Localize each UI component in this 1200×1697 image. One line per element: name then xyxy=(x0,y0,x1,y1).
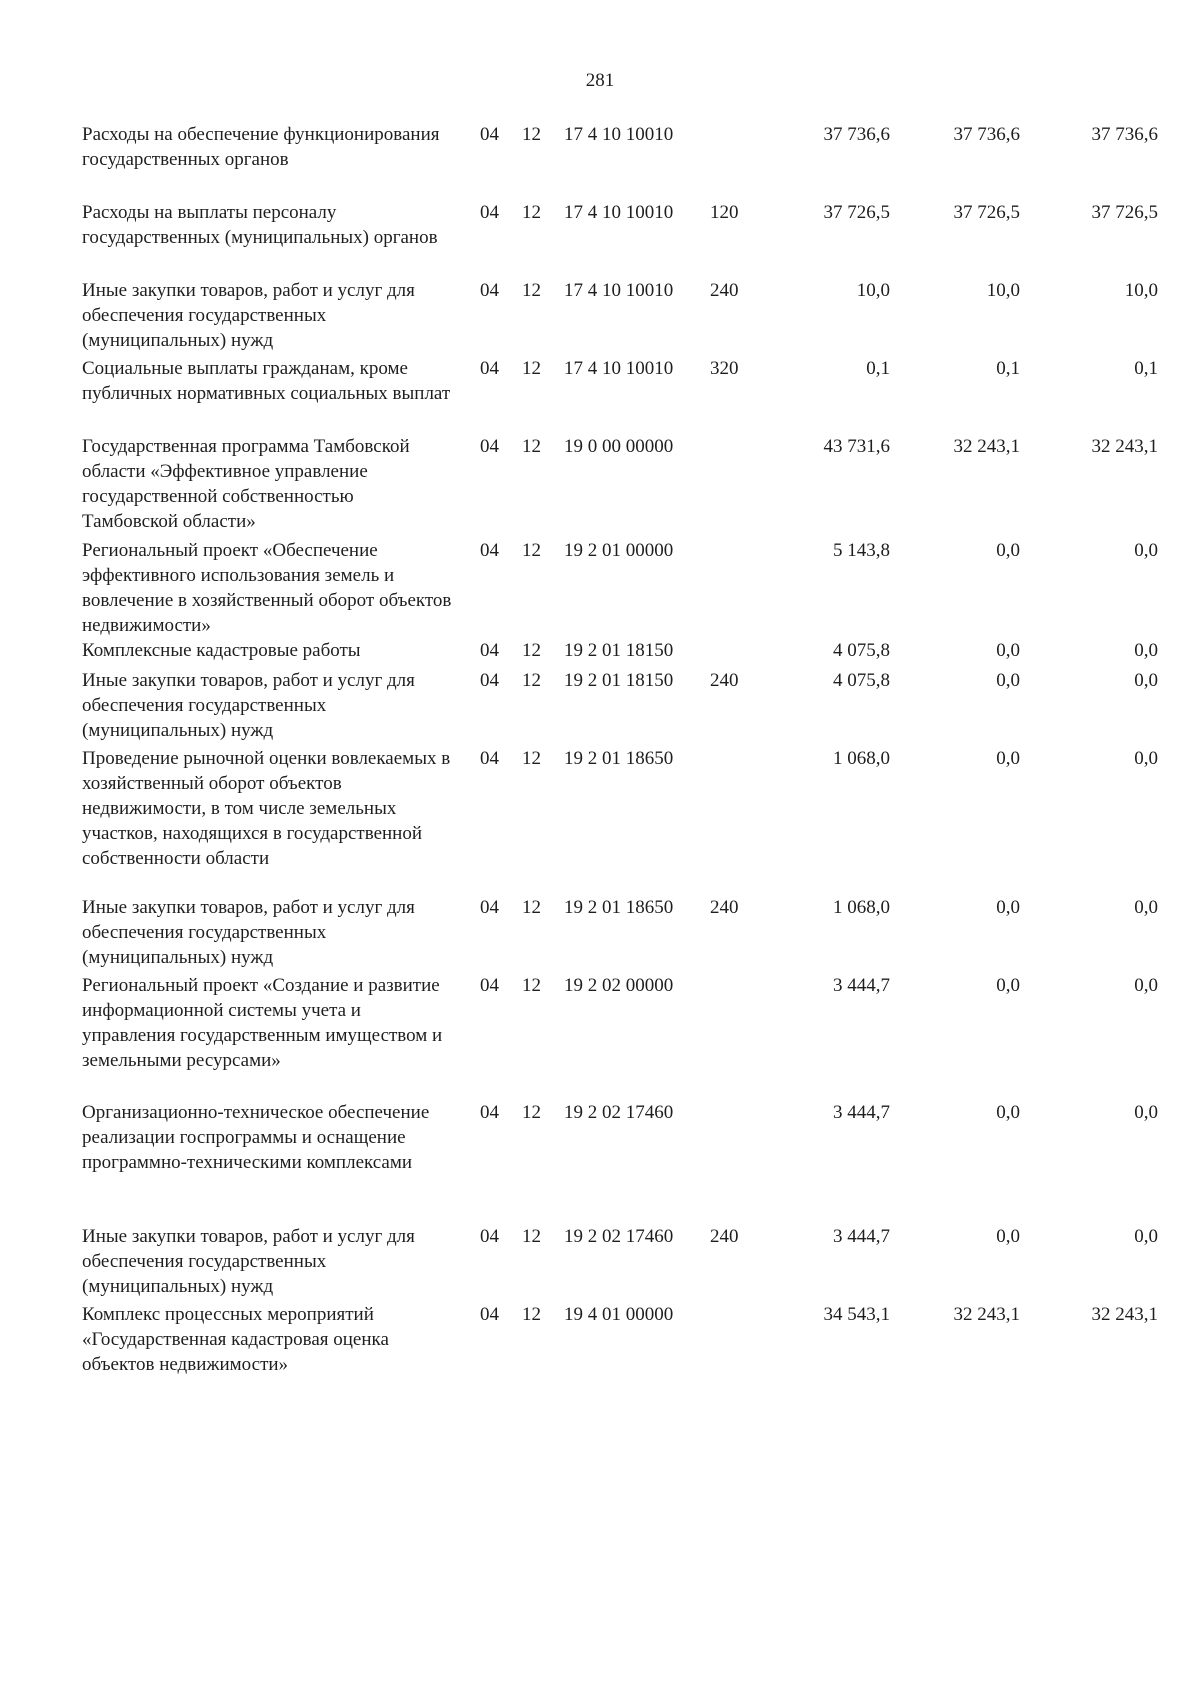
section-code: 04 xyxy=(480,975,499,996)
subsection-code: 12 xyxy=(522,358,541,379)
amount-year-3: 0,0 xyxy=(1134,1226,1158,1247)
amount-year-1: 37 736,6 xyxy=(823,124,890,145)
row-description: Иные закупки товаров, работ и услуг для обеспечения государственных (муниципальных) нужд xyxy=(82,897,415,968)
amount-year-2: 37 726,5 xyxy=(953,202,1020,223)
amount-year-1: 1 068,0 xyxy=(833,748,890,769)
row-description: Иные закупки товаров, работ и услуг для обеспечения государственных (муниципальных) нужд xyxy=(82,670,415,741)
subsection-code: 12 xyxy=(522,975,541,996)
target-article-code: 17 4 10 10010 xyxy=(564,202,674,223)
amount-year-1: 37 726,5 xyxy=(823,202,890,223)
subsection-code: 12 xyxy=(522,1304,541,1325)
page-number: 281 xyxy=(585,70,615,91)
section-code: 04 xyxy=(480,358,499,379)
section-code: 04 xyxy=(480,202,499,223)
target-article-code: 19 2 01 00000 xyxy=(564,540,674,561)
amount-year-2: 0,1 xyxy=(996,358,1020,379)
amount-year-1: 4 075,8 xyxy=(833,640,890,661)
section-code: 04 xyxy=(480,748,499,769)
amount-year-2: 0,0 xyxy=(996,670,1020,691)
section-code: 04 xyxy=(480,897,499,918)
row-description: Организационно-техническое обеспечение реализации госпрограммы и оснащение программно-техническими комплексами xyxy=(82,1102,430,1173)
subsection-code: 12 xyxy=(522,124,541,145)
amount-year-2: 32 243,1 xyxy=(953,1304,1020,1325)
expense-type-code: 240 xyxy=(710,1226,739,1247)
amount-year-1: 43 731,6 xyxy=(823,436,890,457)
target-article-code: 19 2 01 18150 xyxy=(564,670,674,691)
amount-year-1: 3 444,7 xyxy=(833,975,890,996)
amount-year-1: 5 143,8 xyxy=(833,540,890,561)
section-code: 04 xyxy=(480,1102,499,1123)
target-article-code: 19 2 01 18150 xyxy=(564,640,674,661)
subsection-code: 12 xyxy=(522,202,541,223)
subsection-code: 12 xyxy=(522,897,541,918)
row-description: Региональный проект «Создание и развитие информационной системы учета и управления государственным имуществом и земельными ресурсами» xyxy=(82,975,443,1071)
amount-year-2: 0,0 xyxy=(996,748,1020,769)
row-description: Иные закупки товаров, работ и услуг для обеспечения государственных (муниципальных) нужд xyxy=(82,1226,415,1297)
row-description: Расходы на выплаты персоналу государственных (муниципальных) органов xyxy=(82,202,438,248)
amount-year-3: 0,0 xyxy=(1134,640,1158,661)
section-code: 04 xyxy=(480,670,499,691)
expense-type-code: 240 xyxy=(710,670,739,691)
amount-year-1: 10,0 xyxy=(856,280,890,301)
subsection-code: 12 xyxy=(522,640,541,661)
target-article-code: 19 2 02 00000 xyxy=(564,975,674,996)
amount-year-2: 32 243,1 xyxy=(953,436,1020,457)
row-description: Комплексные кадастровые работы xyxy=(82,640,361,661)
subsection-code: 12 xyxy=(522,1226,541,1247)
subsection-code: 12 xyxy=(522,436,541,457)
amount-year-3: 32 243,1 xyxy=(1091,1304,1158,1325)
amount-year-3: 37 736,6 xyxy=(1091,124,1158,145)
target-article-code: 19 2 01 18650 xyxy=(564,897,674,918)
subsection-code: 12 xyxy=(522,540,541,561)
amount-year-3: 37 726,5 xyxy=(1091,202,1158,223)
row-description: Государственная программа Тамбовской области «Эффективное управление государственной собственностью Тамбовской области» xyxy=(82,436,410,532)
row-description: Социальные выплаты гражданам, кроме публичных нормативных социальных выплат xyxy=(82,358,451,404)
row-description: Комплекс процессных мероприятий «Государственная кадастровая оценка объектов недвижимости» xyxy=(82,1304,389,1375)
amount-year-3: 32 243,1 xyxy=(1091,436,1158,457)
amount-year-1: 1 068,0 xyxy=(833,897,890,918)
target-article-code: 17 4 10 10010 xyxy=(564,280,674,301)
amount-year-3: 0,0 xyxy=(1134,1102,1158,1123)
target-article-code: 19 2 02 17460 xyxy=(564,1102,674,1123)
target-article-code: 19 4 01 00000 xyxy=(564,1304,674,1325)
row-description: Расходы на обеспечение функционирования государственных органов xyxy=(82,124,440,170)
amount-year-1: 0,1 xyxy=(866,358,890,379)
amount-year-3: 0,0 xyxy=(1134,975,1158,996)
amount-year-1: 3 444,7 xyxy=(833,1226,890,1247)
section-code: 04 xyxy=(480,124,499,145)
section-code: 04 xyxy=(480,540,499,561)
target-article-code: 19 2 02 17460 xyxy=(564,1226,674,1247)
target-article-code: 19 2 01 18650 xyxy=(564,748,674,769)
subsection-code: 12 xyxy=(522,280,541,301)
amount-year-3: 0,0 xyxy=(1134,748,1158,769)
section-code: 04 xyxy=(480,1226,499,1247)
section-code: 04 xyxy=(480,640,499,661)
amount-year-3: 0,0 xyxy=(1134,897,1158,918)
target-article-code: 17 4 10 10010 xyxy=(564,358,674,379)
amount-year-2: 0,0 xyxy=(996,897,1020,918)
amount-year-3: 10,0 xyxy=(1124,280,1158,301)
amount-year-1: 3 444,7 xyxy=(833,1102,890,1123)
subsection-code: 12 xyxy=(522,670,541,691)
target-article-code: 17 4 10 10010 xyxy=(564,124,674,145)
amount-year-2: 37 736,6 xyxy=(953,124,1020,145)
expense-type-code: 240 xyxy=(710,897,739,918)
row-description: Иные закупки товаров, работ и услуг для обеспечения государственных (муниципальных) нужд xyxy=(82,280,415,351)
amount-year-2: 0,0 xyxy=(996,1102,1020,1123)
amount-year-2: 0,0 xyxy=(996,540,1020,561)
amount-year-1: 4 075,8 xyxy=(833,670,890,691)
row-description: Проведение рыночной оценки вовлекаемых в хозяйственный оборот объектов недвижимости, в том числе земельных участков, находящихся в государственной собственности области xyxy=(82,748,451,869)
subsection-code: 12 xyxy=(522,748,541,769)
section-code: 04 xyxy=(480,1304,499,1325)
amount-year-2: 10,0 xyxy=(986,280,1020,301)
expense-type-code: 120 xyxy=(710,202,739,223)
amount-year-3: 0,1 xyxy=(1134,358,1158,379)
amount-year-2: 0,0 xyxy=(996,1226,1020,1247)
section-code: 04 xyxy=(480,436,499,457)
amount-year-1: 34 543,1 xyxy=(823,1304,890,1325)
amount-year-2: 0,0 xyxy=(996,975,1020,996)
expense-type-code: 240 xyxy=(710,280,739,301)
amount-year-3: 0,0 xyxy=(1134,670,1158,691)
section-code: 04 xyxy=(480,280,499,301)
amount-year-3: 0,0 xyxy=(1134,540,1158,561)
expense-type-code: 320 xyxy=(710,358,739,379)
target-article-code: 19 0 00 00000 xyxy=(564,436,674,457)
row-description: Региональный проект «Обеспечение эффективного использования земель и вовлечение в хозяйственный оборот объектов недвижимости» xyxy=(82,540,452,636)
subsection-code: 12 xyxy=(522,1102,541,1123)
amount-year-2: 0,0 xyxy=(996,640,1020,661)
